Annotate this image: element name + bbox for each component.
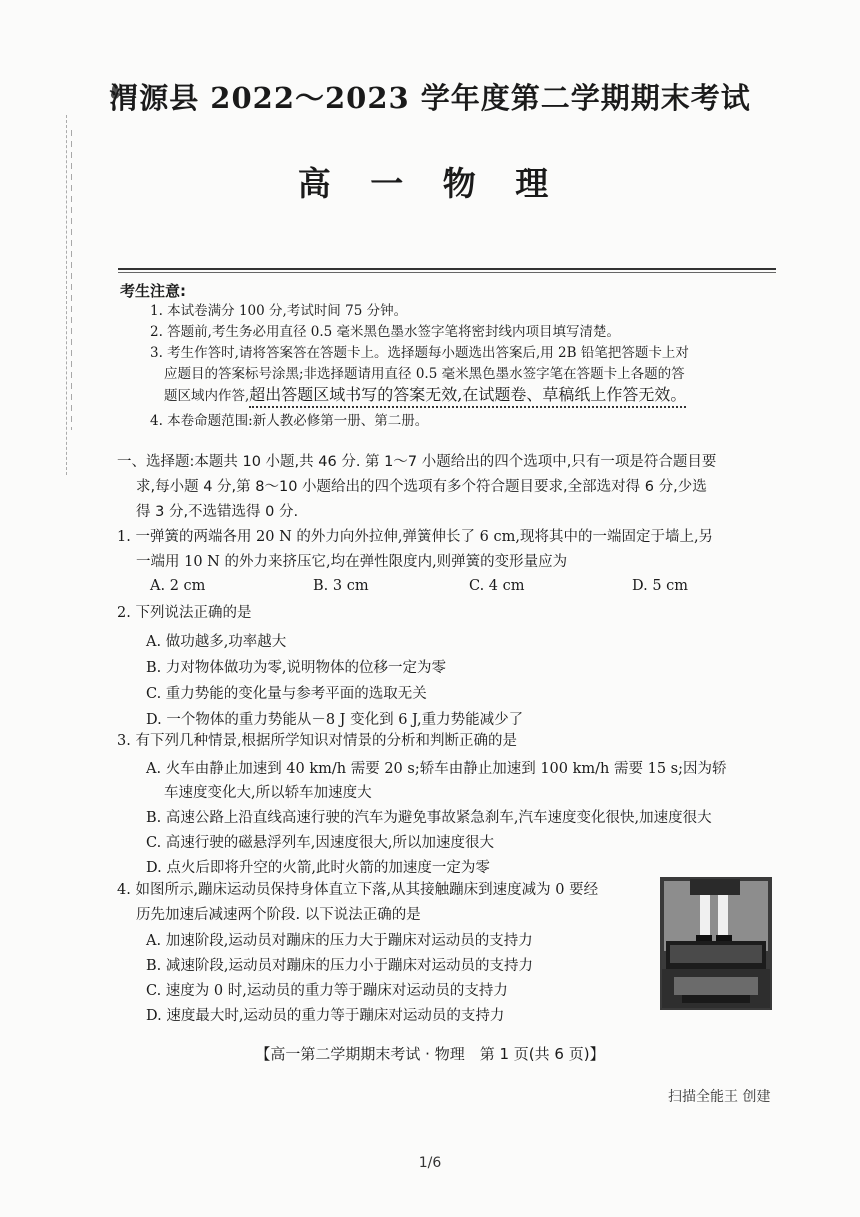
page-footer-label: 【高一第二学期期末考试 · 物理 第 1 页(共 6 页)】: [255, 1045, 605, 1063]
question-2-option-a: A. 做功越多,功率越大: [146, 634, 287, 650]
notice-item-4: 4. 本卷命题范围:新人教必修第一册、第二册。: [150, 413, 429, 429]
exam-title: 渭源县 2022～2023 学年度第二学期期末考试: [109, 81, 751, 115]
question-1-line-2: 一端用 10 N 的外力来挤压它,均在弹性限度内,则弹簧的变形量应为: [136, 554, 568, 570]
section-1-line-3: 得 3 分,不选错选得 0 分.: [136, 504, 299, 520]
question-1-option-d: D. 5 cm: [632, 578, 689, 594]
divider: [118, 268, 776, 270]
question-3-stem: 3. 有下列几种情景,根据所学知识对情景的分析和判断正确的是: [117, 733, 518, 749]
question-2-option-c: C. 重力势能的变化量与参考平面的选取无关: [146, 686, 427, 702]
question-1-line-1: 1. 一弹簧的两端各用 20 N 的外力向外拉伸,弹簧伸长了 6 cm,现将其中的一端固定于墙上,另: [117, 529, 714, 545]
notice-item-3-line-1: 3. 考生作答时,请将答案答在答题卡上。选择题每小题选出答案后,用 2B 铅笔把答题卡上对: [150, 345, 689, 361]
question-4-option-d: D. 速度最大时,运动员的重力等于蹦床对运动员的支持力: [146, 1008, 505, 1024]
question-4-option-b: B. 减速阶段,运动员对蹦床的压力小于蹦床对运动员的支持力: [146, 958, 533, 974]
question-2-option-b: B. 力对物体做功为零,说明物体的位移一定为零: [146, 660, 446, 676]
notice-item-3-line-2: 应题目的答案标号涂黑;非选择题请用直径 0.5 毫米黑色墨水签字笔在答题卡上各题的答: [164, 366, 685, 382]
notice-item-3-line-3: [164, 384, 804, 407]
question-2-option-d: D. 一个物体的重力势能从－8 J 变化到 6 J,重力势能减少了: [146, 712, 524, 728]
notice-emphasis: 超出答题区域书写的答案无效,在试题卷、草稿纸上作答无效。: [249, 385, 686, 408]
divider-thin: [118, 272, 776, 273]
question-4-line-2: 历先加速后减速两个阶段. 以下说法正确的是: [136, 907, 421, 923]
notice-item-2: 2. 答题前,考生务必用直径 0.5 毫米黑色墨水签字笔将密封线内项目填写清楚。: [150, 324, 621, 340]
question-3-option-b: B. 高速公路上沿直线高速行驶的汽车为避免事故紧急刹车,汽车速度变化很快,加速度很大: [146, 810, 712, 826]
trampoline-athlete-figure: [660, 877, 772, 1010]
question-4-option-c: C. 速度为 0 时,运动员的重力等于蹦床对运动员的支持力: [146, 983, 508, 999]
section-1-line-2: 求,每小题 4 分,第 8～10 小题给出的四个选项有多个符合题目要求,全部选对得 6 分,少选: [136, 479, 707, 495]
question-3-option-c: C. 高速行驶的磁悬浮列车,因速度很大,所以加速度很大: [146, 835, 495, 851]
question-3-option-a-line-1: A. 火车由静止加速到 40 km/h 需要 20 s;轿车由静止加速到 100 km/h 需要 15 s;因为轿: [146, 761, 727, 777]
section-1-line-1: 一、选择题:本题共 10 小题,共 46 分. 第 1～7 小题给出的四个选项中,只有一项是符合题目要: [117, 454, 717, 470]
subject-title: 高 一 物 理: [297, 164, 563, 203]
question-2-stem: 2. 下列说法正确的是: [117, 605, 252, 621]
trampoline-photo: [660, 877, 772, 1010]
question-4-line-1: 4. 如图所示,蹦床运动员保持身体直立下落,从其接触蹦床到速度减为 0 要经: [117, 882, 599, 898]
page-indicator: 1/6: [418, 1155, 442, 1171]
question-1-option-c: C. 4 cm: [469, 578, 525, 594]
scanner-watermark: 扫描全能王 创建: [668, 1089, 771, 1105]
notice-item-1: 1. 本试卷满分 100 分,考试时间 75 分钟。: [150, 303, 408, 319]
question-1-option-a: A. 2 cm: [150, 578, 206, 594]
notice-heading: 考生注意:: [120, 282, 186, 300]
question-4-option-a: A. 加速阶段,运动员对蹦床的压力大于蹦床对运动员的支持力: [146, 933, 533, 949]
question-1-option-b: B. 3 cm: [313, 578, 369, 594]
question-3-option-a-line-2: 车速度变化大,所以轿车加速度大: [164, 785, 372, 801]
question-3-option-d: D. 点火后即将升空的火箭,此时火箭的加速度一定为零: [146, 860, 490, 876]
notice-item-3-line-3-start: 题区域内作答,: [164, 388, 250, 404]
